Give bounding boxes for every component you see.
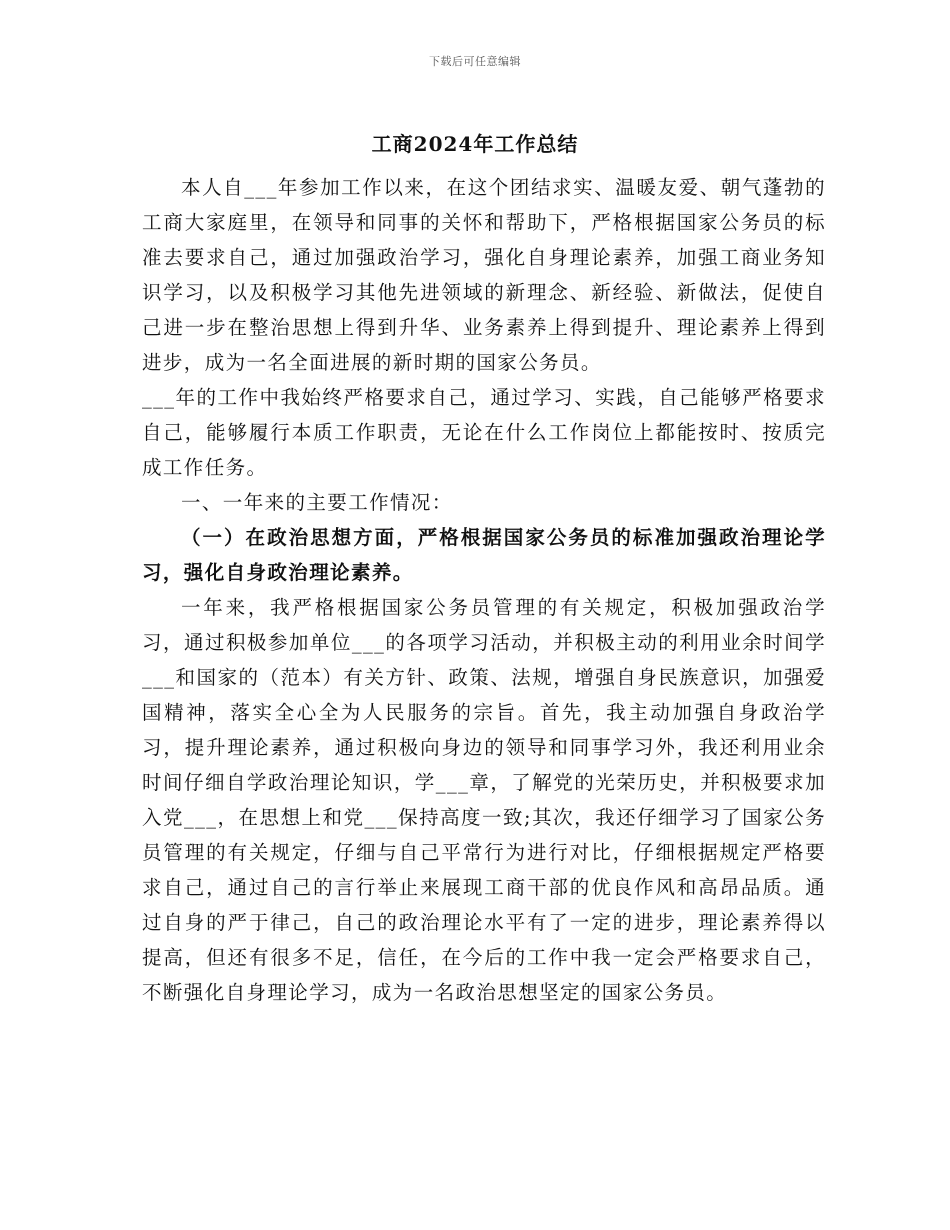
document-body: [142, 170, 826, 1010]
paragraph-intro: 本人自___年参加工作以来，在这个团结求实、温暖友爱、朝气蓬勃的工商大家庭里，在领导和同事的关怀和帮助下，严格根据国家公务员的标准去要求自己，通过加强政治学习，强化自身理论素养，加强工商业务知识学习，以及积极学习其他先进领域的新理念、新经验、新做法，促使自己进一步在整治思想上得到升华、业务素养上得到提升、理论素养上得到进步，成为一名全面进展的新时期的国家公务员。: [142, 176, 826, 374]
document-title: 工商2024年工作总结: [371, 132, 579, 156]
subsection-heading-political: （一）在政治思想方面，严格根据国家公务员的标准加强政治理论学习，强化自身政治理论素养。: [142, 526, 826, 584]
section-heading-main-work: 一、一年来的主要工作情况：: [181, 491, 453, 514]
paragraph-political-detail: 一年来，我严格根据国家公务员管理的有关规定，积极加强政治学习，通过积极参加单位___的各项学习活动，并积极主动的利用业余时间学___和国家的（范本）有关方针、政策、法规，增强自身民族意识，加强爱国精神，落实全心全为人民服务的宗旨。首先，我主动加强自身政治学习，提升理论素养，通过积极向身边的领导和同事学习外，我还利用业余时间仔细自学政治理论知识，学___章，了解党的光荣历史，并积极要求加入党___，在思想上和党___保持高度一致;其次，我还仔细学习了国家公务员管理的有关规定，仔细与自己平常行为进行对比，仔细根据规定严格要求自己，通过自己的言行举止来展现工商干部的优良作风和高昂品质。通过自身的严于律己，自己的政治理论水平有了一定的进步，理论素养得以提高，但还有很多不足，信任，在今后的工作中我一定会严格要求自己，不断强化自身理论学习，成为一名政治思想坚定的国家公务员。: [142, 596, 826, 1004]
page-header-note: 下载后可任意编辑: [429, 55, 521, 68]
paragraph-year-summary: ___年的工作中我始终严格要求自己，通过学习、实践，自己能够严格要求自己，能够履行本质工作职责，无论在什么工作岗位上都能按时、按质完成工作任务。: [142, 386, 826, 479]
